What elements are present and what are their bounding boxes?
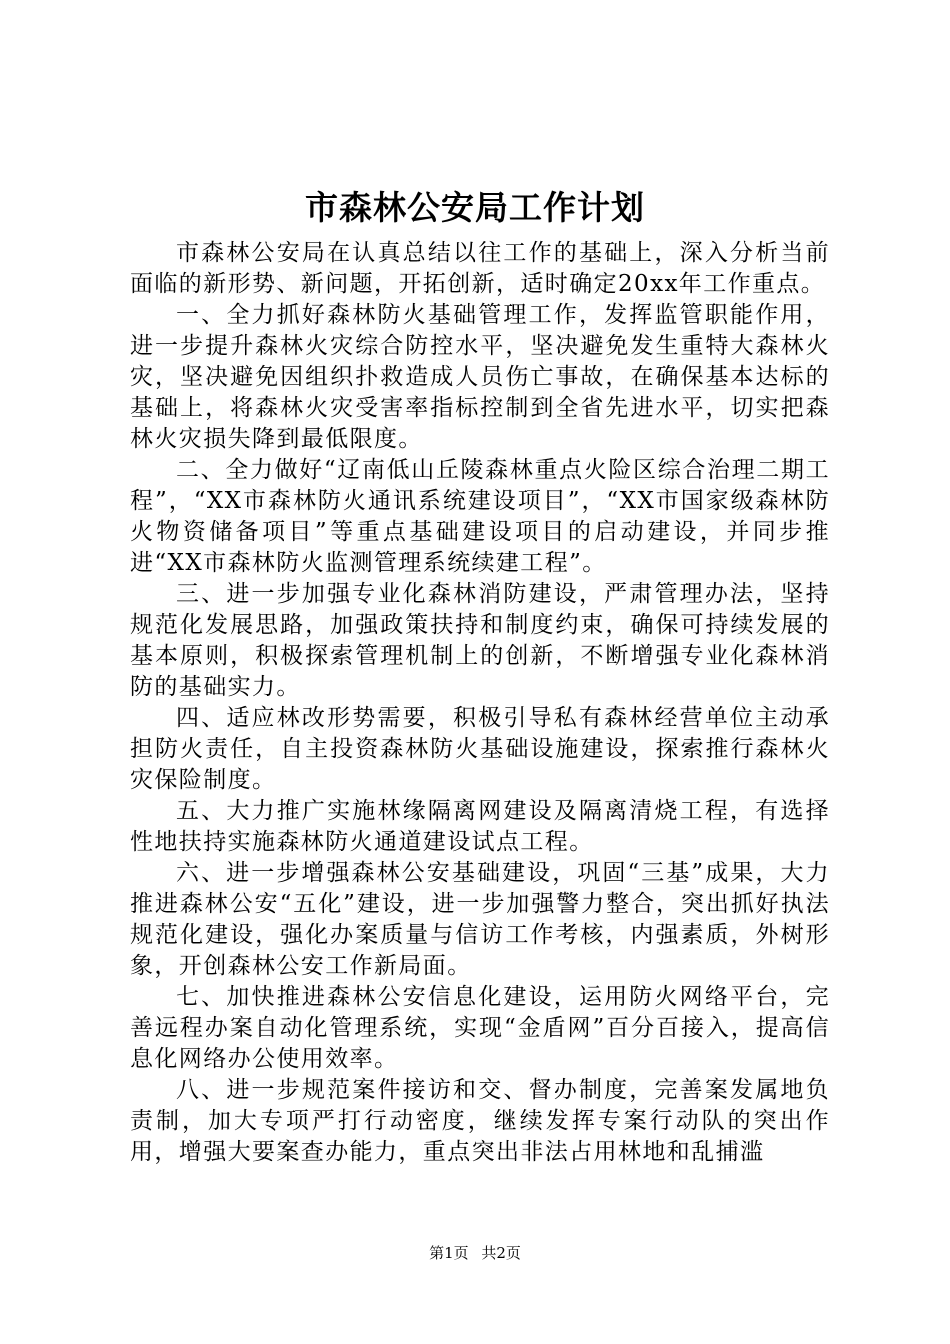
paragraph-item-5: 五、大力推广实施林缘隔离网建设及隔离清烧工程，有选择性地扶持实施森林防火通道建设试点工程。 (130, 798, 830, 855)
paragraph-item-6: 六、进一步增强森林公安基础建设，巩固“三基”成果，大力推进森林公安“五化”建设，进一步加强警力整合，突出抓好执法规范化建设，强化办案质量与信访工作考核，内强素质，外树形象，开创森林公安工作新局面。 (130, 860, 830, 979)
paragraph-item-1: 一、全力抓好森林防火基础管理工作，发挥监管职能作用，进一步提升森林火灾综合防控水平，坚决避免发生重特大森林火灾，坚决避免因组织扑救造成人员伤亡事故，在确保基本达标的基础上，将森林火灾受害率指标控制到全省先进水平，切实把森林火灾损失降到最低限度。 (130, 302, 830, 452)
document-body (130, 238, 830, 1168)
paragraph-item-8: 八、进一步规范案件接访和交、督办制度，完善案发属地负责制，加大专项严打行动密度，继续发挥专案行动队的突出作用，增强大要案查办能力，重点突出非法占用林地和乱捕滥 (130, 1077, 830, 1165)
page-number: 第1页 (429, 1244, 469, 1262)
paragraph-item-4: 四、适应林改形势需要，积极引导私有森林经营单位主动承担防火责任，自主投资森林防火基础设施建设，探索推行森林火灾保险制度。 (130, 705, 830, 793)
page-total: 共2页 (481, 1244, 521, 1262)
paragraph-item-7: 七、加快推进森林公安信息化建设，运用防火网络平台，完善远程办案自动化管理系统，实现“金盾网”百分百接入，提高信息化网络办公使用效率。 (130, 984, 830, 1072)
paragraph-item-2: 二、全力做好“辽南低山丘陵森林重点火险区综合治理二期工程”，“XX市森林防火通讯系统建设项目”，“XX市国家级森林防火物资储备项目”等重点基础建设项目的启动建设，并同步推进“XX市森林防火监测管理系统续建工程”。 (130, 457, 830, 576)
intro-paragraph: 市森林公安局在认真总结以往工作的基础上，深入分析当前面临的新形势、新问题，开拓创新，适时确定20xx年工作重点。 (130, 240, 830, 297)
document-title: 市森林公安局工作计划 (305, 188, 645, 227)
paragraph-item-3: 三、进一步加强专业化森林消防建设，严肃管理办法，坚持规范化发展思路，加强政策扶持和制度约束，确保可持续发展的基本原则，积极探索管理机制上的创新，不断增强专业化森林消防的基础实力。 (130, 581, 830, 700)
page-footer (0, 1243, 950, 1263)
